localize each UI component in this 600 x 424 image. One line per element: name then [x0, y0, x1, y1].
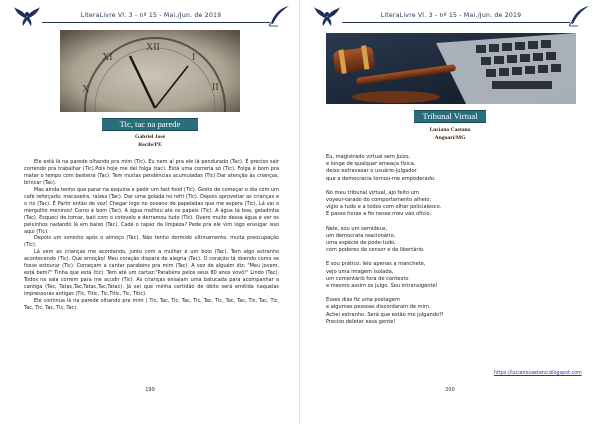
paragraph: Mas ainda tenho que parar na esquina e pedir um fast food (Tic). Gosto de começar o dia com um café reforçado: macaxeira, raízes (Tac). Dar uma golada no refri (Tic). Depois aproveitar as crianças e o rio (Tac). É Partir então de vez! Chegar logo no oceano de papeladas que me espera (Tic). Lá vai o mergulho meninos! Como é bom (Tac). A água molhou até os papéis (Tic). A água tá boa, geladinha (Tac). Esqueci de tomar, bati com o cotovelo e derramou tudo (Tic). Quero muito dessa água e ver os peixinhos nadando lá em baixo (Tac). Cadê o rapaz da limpeza? Pede pra ele vim logo enxugar isso aqui (Tic).: [24, 186, 279, 235]
poem-line: Eu, magistrado virtual sem Juízo,: [326, 154, 411, 160]
gavel-laptop-photo: [326, 33, 576, 104]
article-title: Tic, tac na parede: [102, 118, 198, 131]
poem-line: E passo horas a fio nesse meu vão ofício.: [326, 211, 432, 218]
header-rule: [42, 22, 270, 23]
poem-line: um democrata reacionário,: [326, 232, 396, 239]
quill-pen-icon: [568, 5, 590, 27]
poem-line: No meu tribunal virtual, ajo feito um: [326, 189, 419, 196]
paragraph: Ele continua lá na parede olhando pra mim ( Tic, Tac, Tic, Tac, Tic, Tac, Tic, Tac, Tac, Tic, Tac, Tic, Tac, Tic, Tac, Tic, Tac).: [24, 298, 279, 312]
stanza: [326, 297, 576, 326]
stanza: [326, 154, 576, 183]
poem-line: uma espécie de pode-tudo,: [326, 240, 396, 247]
poem-line: deixo extravasar o usuário-julgador: [326, 168, 417, 175]
blog-link[interactable]: https://lucianocaetano.blogspot.com: [494, 371, 582, 376]
poem-line: E sou prático: leio apenas a manchete,: [326, 261, 426, 268]
poem-line: com poderes de censor e de libertário.: [326, 247, 425, 254]
page-number: 200: [445, 387, 455, 393]
stanza: [326, 261, 576, 290]
poem-line: um comentário fora de contexto: [326, 275, 409, 282]
svg-text:XII: XII: [146, 42, 160, 53]
poem-line: vejo uma imagem isolada,: [326, 268, 394, 275]
article-title: Tribunal Virtual: [414, 110, 486, 123]
poem: [326, 154, 576, 333]
stanza: [326, 190, 576, 219]
author-name: Luciano Caetano: [429, 127, 471, 133]
poem-line: Nele, sou um semideus,: [326, 225, 388, 232]
page-header: [14, 5, 288, 27]
poem-line: que a democracia tornou-me empoderado.: [326, 175, 436, 182]
header-text: LiteraLivre Vl. 3 - nº 15 - Mai./Jun. de 2019: [380, 12, 522, 19]
header-text: LiteraLivre Vl. 3 - nº 15 - Mai./Jun. de 2019: [80, 12, 222, 19]
article-body: [24, 159, 279, 312]
page-number: 199: [145, 387, 155, 393]
author-name: Gabriel José: [135, 134, 165, 140]
right-page: [300, 0, 600, 424]
poem-line: Achei estranho. Será que estão me julgando?!: [326, 311, 444, 318]
stanza: [326, 226, 576, 255]
svg-text:II: II: [212, 82, 219, 93]
paragraph: Ele está lá na parede olhando pra mim (Tic). Eu nem aí pra ele lá pendurado (Tac). É preciso sair correndo pra trabalhar (Tic).Pois hoje me dei folga (tac). Está uma correria só (Tic). Folga é bom pra matar o tempo com besteira (Tac). Tem muitas pendências acumuladas (Tic) Dar atenção às crianças, brincar (Tac).: [24, 159, 279, 186]
page-header: [314, 5, 588, 27]
header-rule: [342, 22, 570, 23]
poem-line: Preciso deletar essa gente!: [326, 318, 396, 325]
poem-line: vigio a tudo e a todos com olhar policialesco.: [326, 204, 442, 211]
poem-line: Esses dias fiz uma postagem: [326, 297, 400, 304]
paragraph: Lá vem as crianças me acordando, junto com a mulher e um bolo (Tac). Tem algo estranho acontecendo (Tic). Que emoção! Meu coração dispara de alegria (Tac). O coração tá doendo como se fosse estourar (Tic). Começam a cantar parabéns pra mim (Tac). A voz de alguém diz: "Meu jovem, está bem?" Tinha que está (tic). Tem até um cartaz:"Parabéns pelos seus 80 anos vovô!" Lindo (Tac). Todos na sala correm para me acudir (Tic). As crianças ensaiam uma batucada para acompanhar a cantiga (Tac, Tatac,Tac,Tatac,Tac,Tatac). Já sei que minha certidão de óbito será emitida naquelas impressoras antigas (Tic, Titic, Tic,Titic, Tic, Titic).: [24, 249, 279, 298]
svg-text:XI: XI: [102, 52, 113, 63]
svg-text:X: X: [82, 84, 90, 95]
poem-line: e algumas pessoas discordaram de mim.: [326, 304, 431, 311]
paragraph: Depois um soninho após o almoço (Tac). Não tenho dormido ultimamente, muita preocupação (Tic).: [24, 235, 279, 249]
poem-line: e mesmo assim os julgo. Sou intransigente!: [326, 283, 438, 290]
poem-line: e longe de qualquer ameaça física,: [326, 161, 416, 168]
poem-line: voyeur-tarado do comportamento alheio;: [326, 197, 432, 204]
quill-pen-icon: [268, 5, 290, 27]
author-location: Anguari/MG: [434, 135, 466, 141]
clock-photo: [60, 30, 240, 112]
svg-text:I: I: [192, 52, 196, 63]
author-location: Recife/PE: [138, 142, 162, 148]
